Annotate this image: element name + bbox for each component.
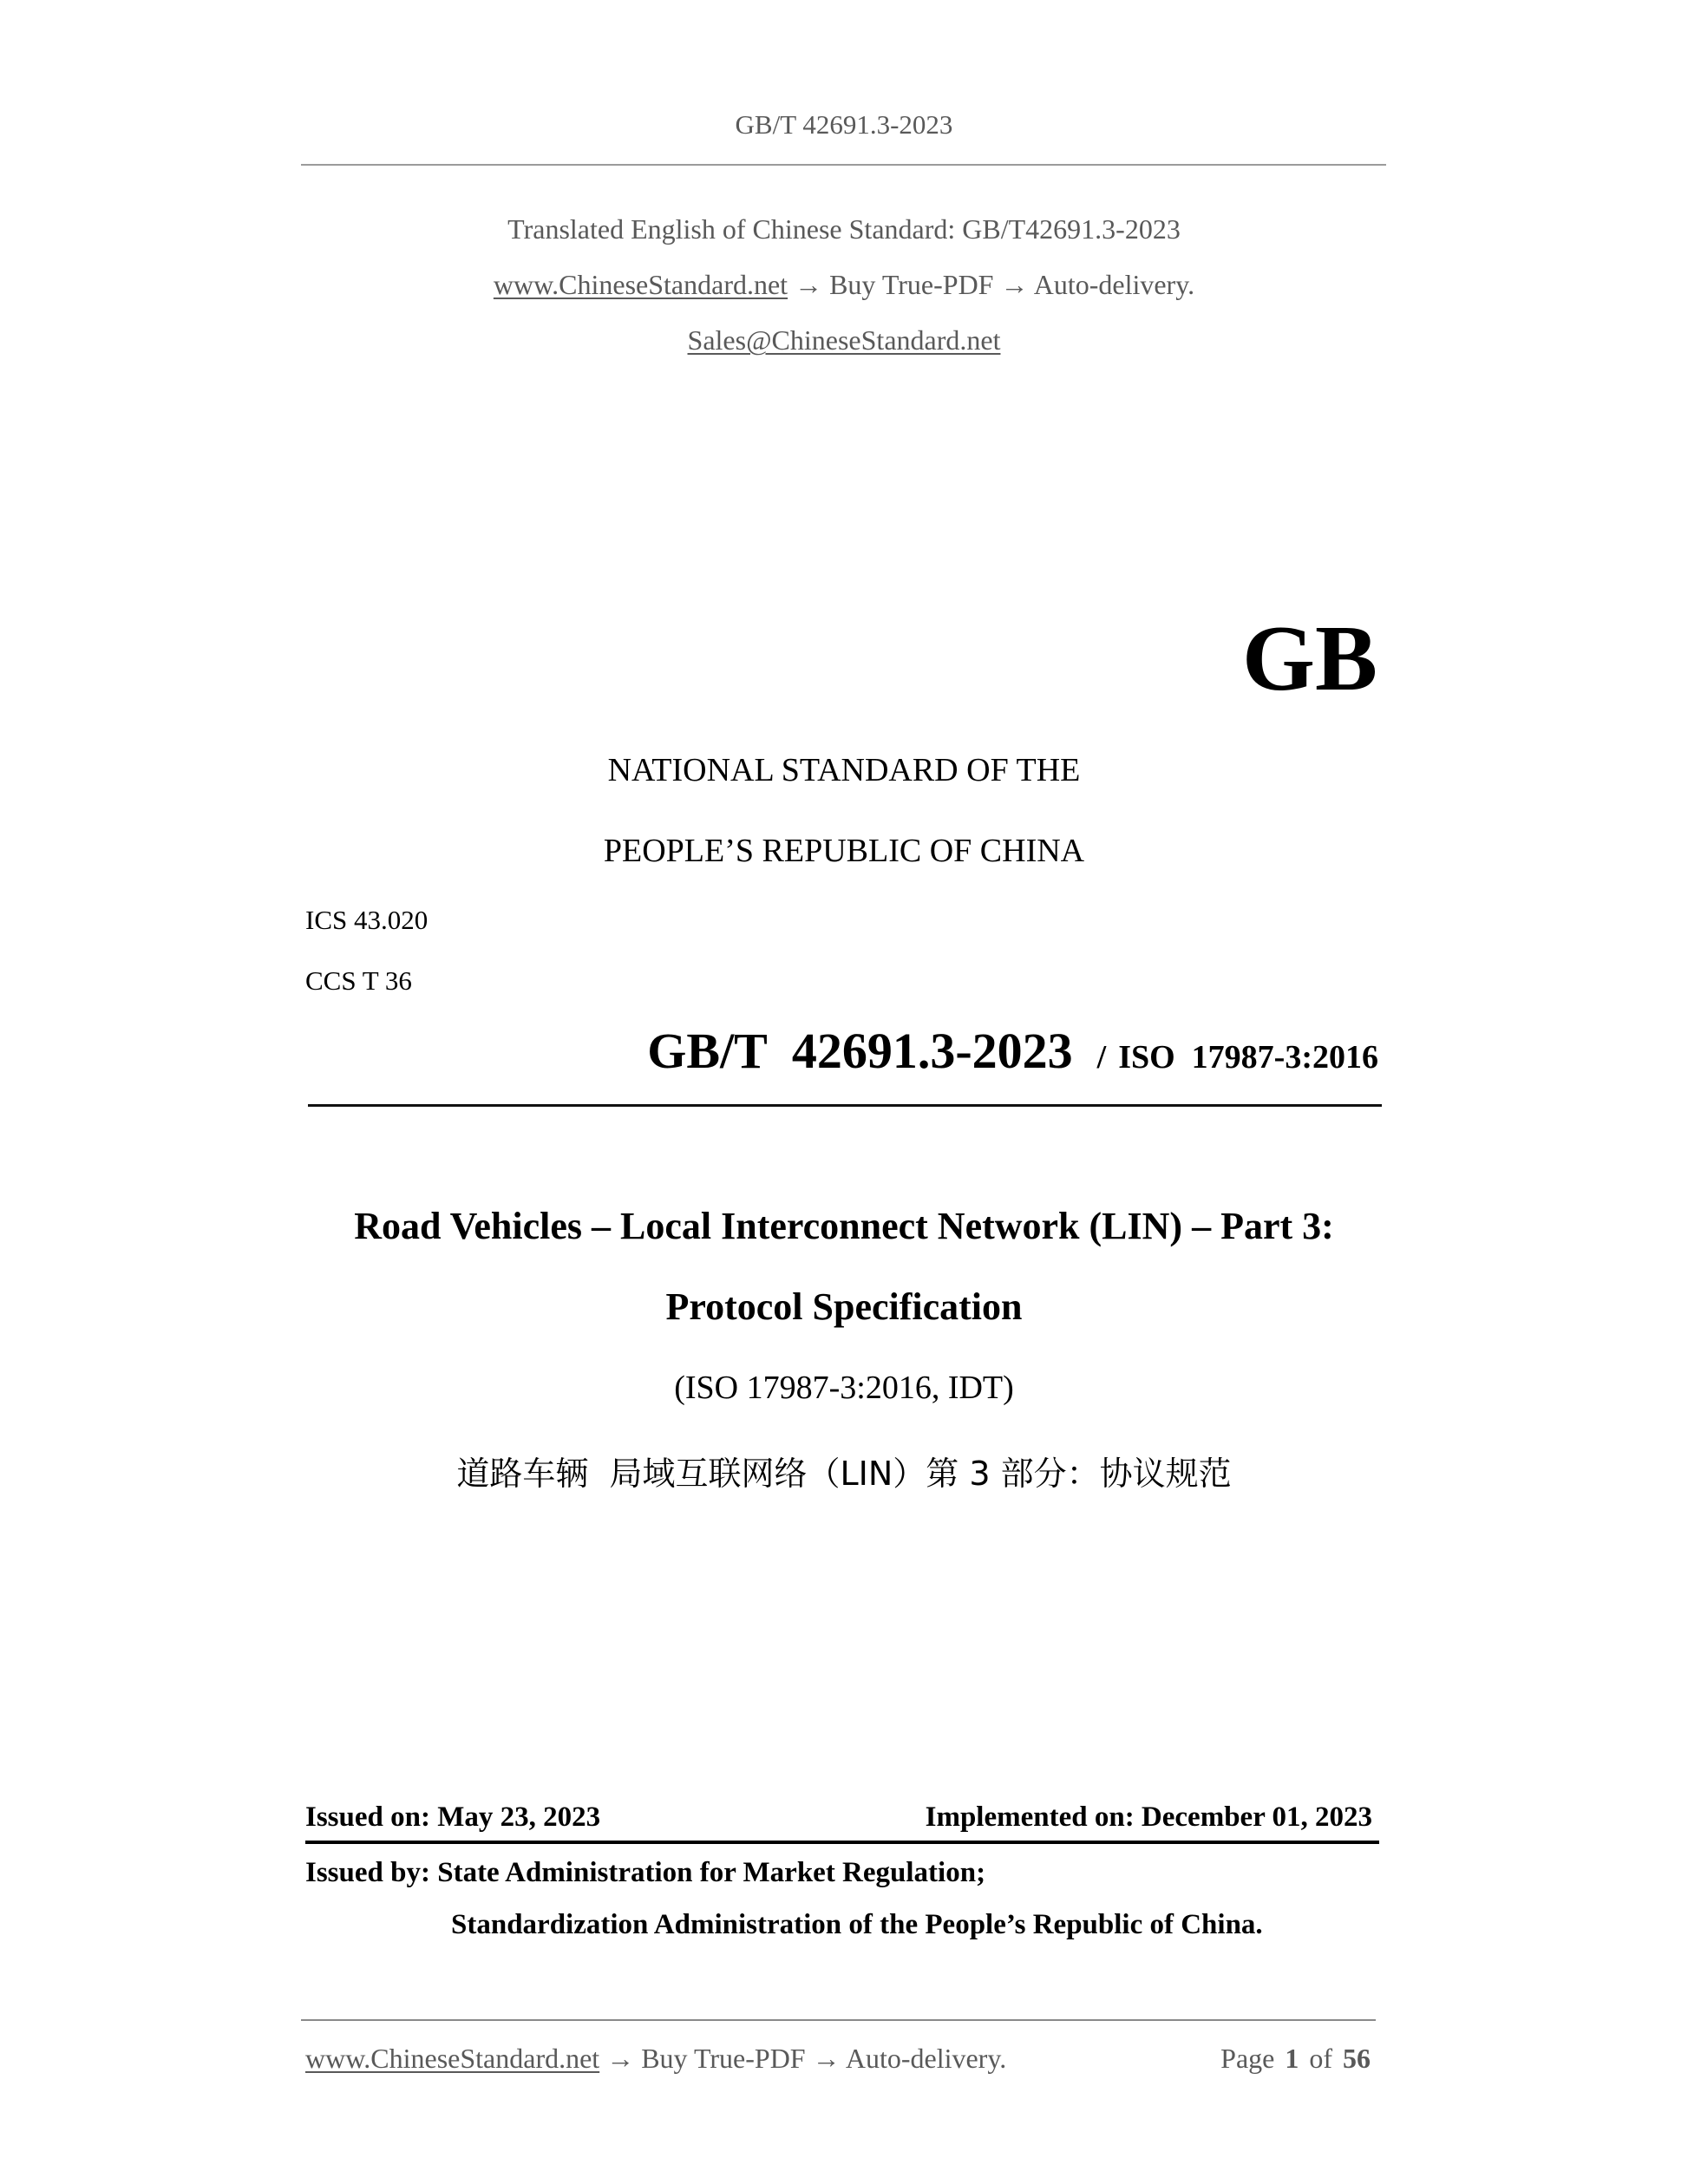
page-indicator [1220,2043,1371,2075]
ics-code: ICS 43.020 [305,905,429,935]
arrow-right-icon: → [606,2043,635,2074]
national-standard-heading-line1: NATIONAL STANDARD OF THE [607,752,1081,788]
issued-on-date: Issued on: May 23, 2023 [305,1801,601,1833]
arrow-right-icon: → [812,2043,841,2074]
footer-buy-text: Buy True-PDF [641,2043,806,2074]
site-link[interactable]: www.ChineseStandard.net [493,269,788,300]
promo-line [0,269,1688,301]
header-divider [301,164,1386,166]
buy-pdf-text: Buy True-PDF [829,269,994,300]
email-line [0,324,1688,356]
adoption-statement: (ISO 17987-3:2016, IDT) [674,1370,1014,1406]
sales-email-link[interactable]: Sales@ChineseStandard.net [687,324,1001,356]
standard-number-divider [308,1104,1382,1107]
footer-divider [301,2019,1376,2021]
arrow-right-icon: → [1000,269,1029,300]
standard-number: GB/T 42691.3-2023 [647,1023,1073,1079]
page-current: 1 [1285,2043,1299,2074]
gb-logo: GB [1241,607,1377,710]
running-header-title: GB/T 42691.3-2023 [735,109,953,140]
issued-by-line2: Standardization Administration of the People’s Republic of China. [451,1909,1263,1940]
issue-divider [305,1841,1379,1844]
auto-delivery-text: Auto-delivery. [1033,269,1195,300]
document-title-line2: Protocol Specification [665,1285,1023,1328]
national-standard-heading-line2: PEOPLE’S REPUBLIC OF CHINA [603,833,1085,869]
issued-by-line1: Issued by: State Administration for Market Regulation; [305,1857,986,1888]
chinese-title: 道路车辆 局域互联网络（LIN）第 3 部分：协议规范 [456,1455,1232,1493]
implemented-on-date: Implemented on: December 01, 2023 [925,1801,1372,1833]
page-of: of [1309,2043,1332,2074]
footer-promo [305,2043,1006,2075]
footer-auto-text: Auto-delivery. [845,2043,1007,2074]
arrow-right-icon: → [795,269,823,300]
document-title-line1: Road Vehicles – Local Interconnect Network (LIN) – Part 3: [354,1205,1334,1247]
page-label: Page [1220,2043,1275,2074]
footer-site-link[interactable]: www.ChineseStandard.net [305,2043,600,2074]
standard-number-line [647,1023,1378,1079]
ccs-code: CCS T 36 [305,965,412,996]
page-total: 56 [1343,2043,1371,2074]
standard-separator: / [1096,1039,1107,1076]
iso-equivalent: ISO 17987-3:2016 [1118,1039,1378,1076]
translation-notice: Translated English of Chinese Standard: GB/T42691.3-2023 [507,213,1181,245]
